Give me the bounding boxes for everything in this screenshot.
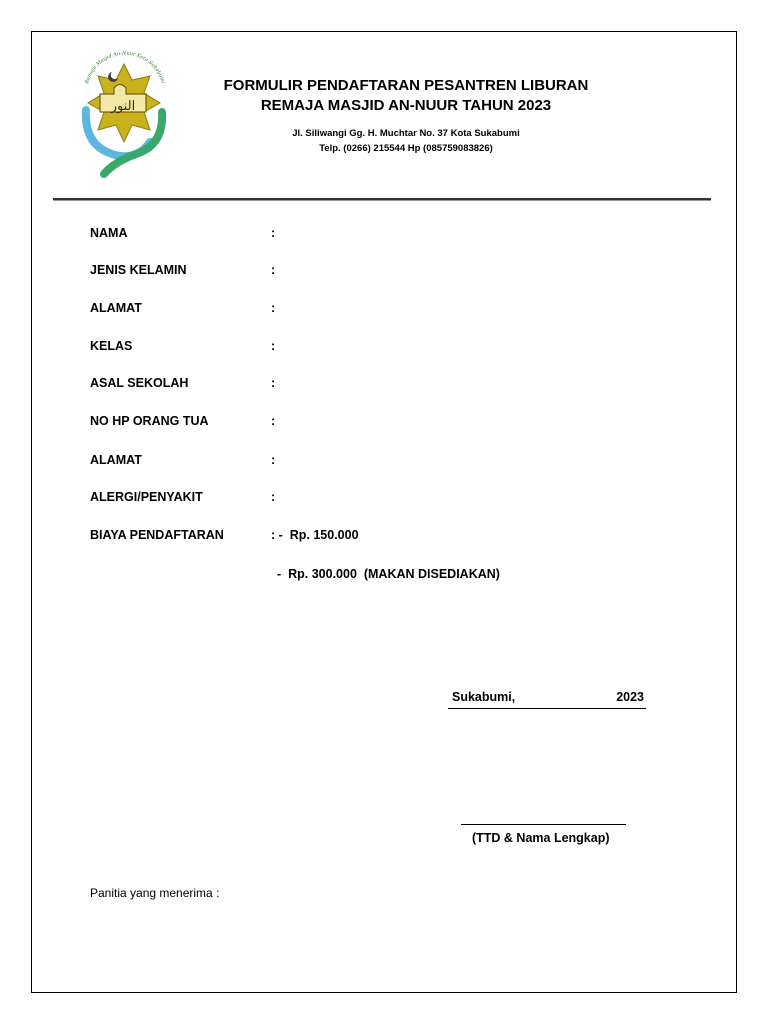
fee-option-1: : - Rp. 150.000 bbox=[271, 528, 359, 542]
field-label-alamat: ALAMAT bbox=[90, 301, 142, 315]
field-colon-no-hp-orang-tua: : bbox=[271, 414, 276, 428]
address: Jl. Siliwangi Gg. H. Muchtar No. 37 Kota Sukabumi bbox=[292, 128, 520, 139]
field-colon-alamat-orang-tua: : bbox=[271, 453, 276, 467]
field-label-kelas: KELAS bbox=[90, 339, 133, 353]
field-colon-asal-sekolah: : bbox=[271, 376, 276, 390]
field-label-alergi-penyakit: ALERGI/PENYAKIT bbox=[90, 490, 203, 504]
header-divider bbox=[53, 198, 711, 200]
field-label-nama: NAMA bbox=[90, 226, 128, 240]
fee-option-2: - Rp. 300.000 (MAKAN DISEDIAKAN) bbox=[277, 567, 500, 581]
signature-line bbox=[461, 824, 626, 825]
field-label-asal-sekolah: ASAL SEKOLAH bbox=[90, 376, 189, 390]
phone: Telp. (0266) 215544 Hp (085759083826) bbox=[319, 143, 493, 154]
field-colon-alamat: : bbox=[271, 301, 276, 315]
logo-arabic-text: النور bbox=[110, 99, 136, 114]
logo-arc-text: Remaja Masjid An-Nuur Kota Sukabumi bbox=[84, 50, 166, 85]
field-colon-jenis-kelamin: : bbox=[271, 263, 276, 277]
field-label-jenis-kelamin: JENIS KELAMIN bbox=[90, 263, 187, 277]
form-title-line2: REMAJA MASJID AN-NUUR TAHUN 2023 bbox=[260, 97, 552, 114]
field-label-alamat-orang-tua: ALAMAT bbox=[90, 453, 142, 467]
signature-caption: (TTD & Nama Lengkap) bbox=[472, 831, 610, 845]
field-colon-nama: : bbox=[271, 226, 276, 240]
date-line bbox=[448, 690, 646, 709]
form-title-line1: FORMULIR PENDAFTARAN PESANTREN LIBURAN bbox=[223, 77, 589, 94]
signature-place: Sukabumi, bbox=[452, 690, 516, 704]
mosque-logo bbox=[74, 50, 174, 178]
letterhead bbox=[196, 76, 616, 156]
signature-year: 2023 bbox=[616, 690, 644, 704]
field-label-biaya-pendaftaran: BIAYA PENDAFTARAN bbox=[90, 528, 224, 542]
field-label-no-hp-orang-tua: NO HP ORANG TUA bbox=[90, 414, 209, 428]
field-colon-alergi-penyakit: : bbox=[271, 490, 276, 504]
field-colon-kelas: : bbox=[271, 339, 276, 353]
receiver-label: Panitia yang menerima : bbox=[90, 886, 220, 900]
